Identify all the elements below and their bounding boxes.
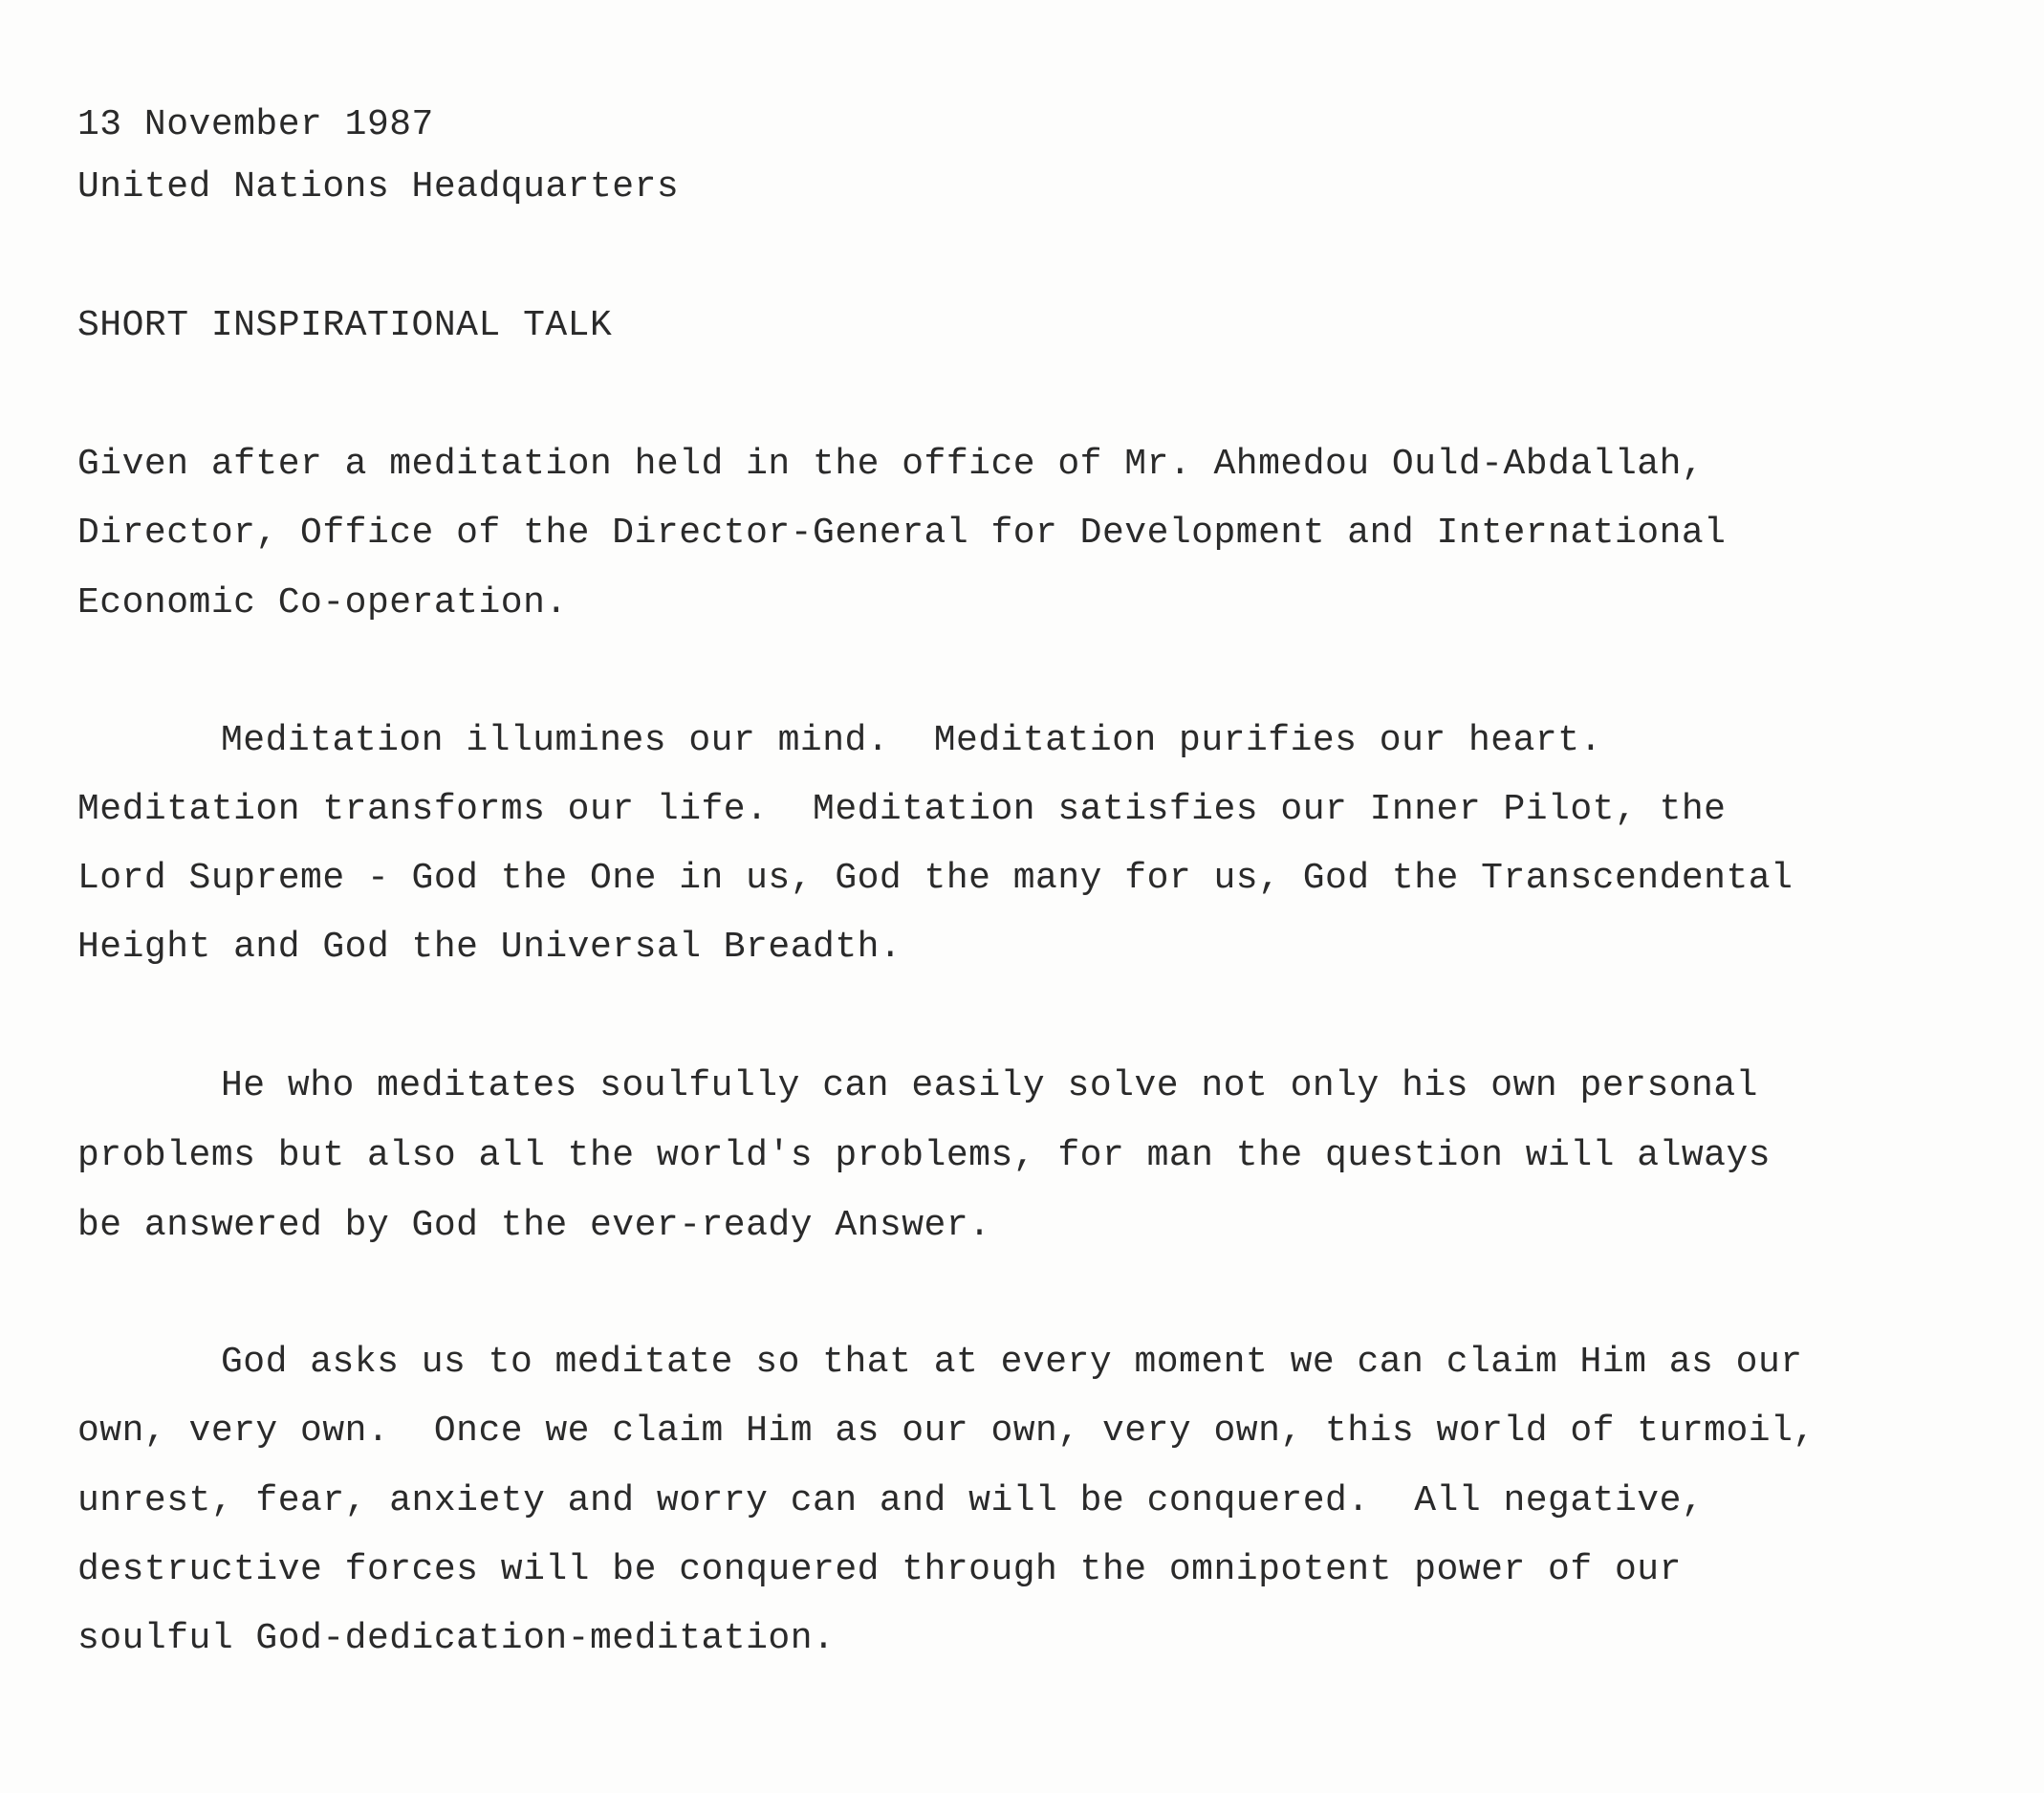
paragraph-1-line: Meditation illumines our mind. Meditation purifies our heart. bbox=[221, 720, 1602, 761]
paragraph-3-line: destructive forces will be conquered through the omnipotent power of our bbox=[77, 1549, 1682, 1590]
paragraph-1-line: Height and God the Universal Breadth. bbox=[77, 927, 902, 968]
paragraph-3-line: God asks us to meditate so that at every moment we can claim Him as our bbox=[221, 1342, 1803, 1383]
paragraph-3-line: unrest, fear, anxiety and worry can and will be conquered. All negative, bbox=[77, 1480, 1705, 1521]
date-line: 13 November 1987 bbox=[77, 104, 434, 145]
paragraph-3-line: own, very own. Once we claim Him as our own, very own, this world of turmoil, bbox=[77, 1410, 1816, 1452]
document-title: SHORT INSPIRATIONAL TALK bbox=[77, 305, 613, 346]
paragraph-2-line: He who meditates soulfully can easily solve not only his own personal bbox=[221, 1065, 1758, 1106]
location-line: United Nations Headquarters bbox=[77, 166, 680, 208]
paragraph-1-line: Lord Supreme - God the One in us, God the many for us, God the Transcendental bbox=[77, 858, 1794, 899]
paragraph-2-line: problems but also all the world's problems, for man the question will always bbox=[77, 1135, 1772, 1176]
intro-line: Given after a meditation held in the office of Mr. Ahmedou Ould-Abdallah, bbox=[77, 444, 1705, 485]
intro-line: Economic Co-operation. bbox=[77, 582, 568, 623]
paragraph-3-line: soulful God-dedication-meditation. bbox=[77, 1618, 836, 1659]
paragraph-1-line: Meditation transforms our life. Meditation satisfies our Inner Pilot, the bbox=[77, 789, 1727, 830]
intro-line: Director, Office of the Director-General for Development and International bbox=[77, 513, 1727, 554]
paragraph-2-line: be answered by God the ever-ready Answer. bbox=[77, 1205, 991, 1246]
